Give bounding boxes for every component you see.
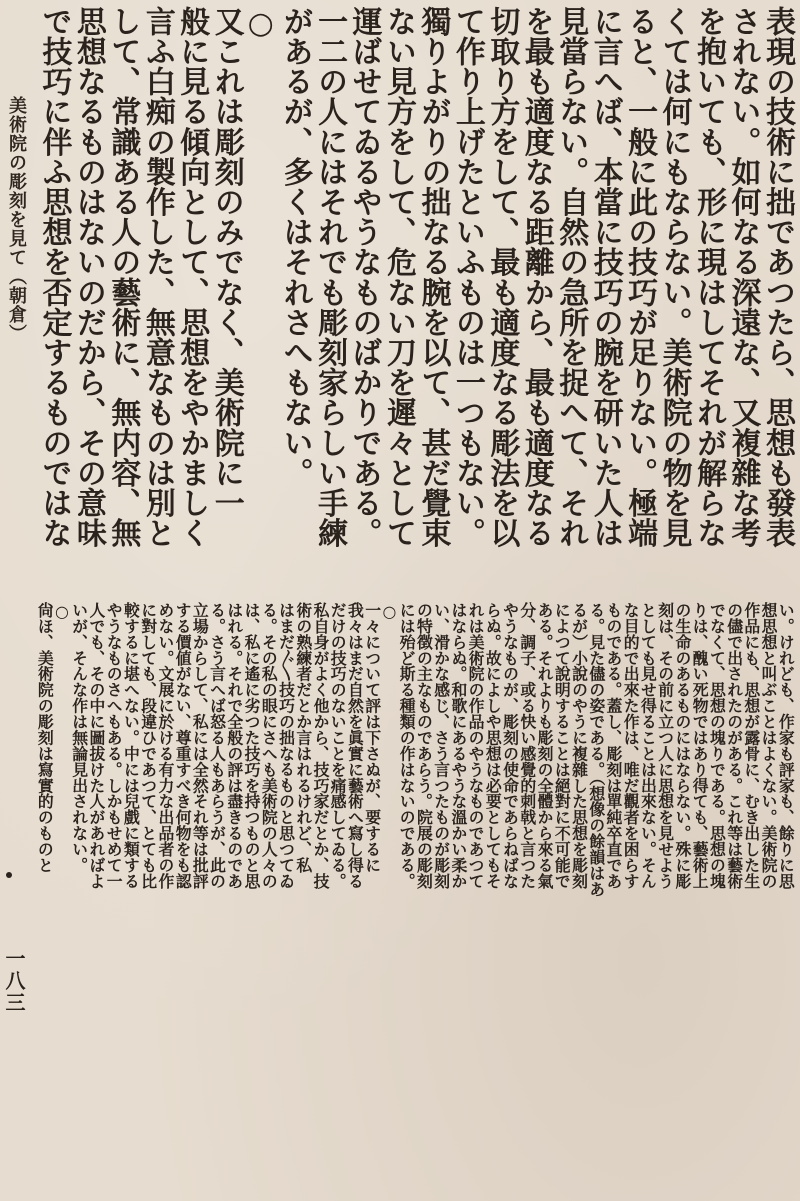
- running-header: 美術院の彫刻を見て（朝倉）: [6, 96, 27, 343]
- text-line: 作品にも、思想が露骨に、むき出した生: [741, 602, 761, 889]
- text-line: する價値がない、尊重すべき何物をも認: [173, 602, 193, 889]
- text-line: ない見方をして、危ない刀を遲々として: [380, 6, 416, 548]
- text-line: に對しても、段違ひであつて、とても比: [138, 602, 158, 889]
- text-line: て作り上げたといふものは一つもない。: [449, 6, 485, 548]
- text-line: 尙ほ、美術院の彫刻は寫實的のものと: [35, 602, 55, 873]
- text-line: くては何にもならない。美術院の物を見: [656, 6, 692, 548]
- text-line: 般に見る傾向として、思想をやかましく: [174, 6, 210, 548]
- text-line: で技巧に伴ふ思想を否定するものではな: [36, 6, 72, 548]
- text-line: でなくて、思想の塊りである。思想の塊: [707, 602, 727, 889]
- text-line: 運ばせてゐるやうなものばかりである。: [346, 6, 382, 548]
- text-line: 言ふ白痴の製作した、無意なものは別と: [139, 6, 175, 548]
- text-line: やうなものが、彫刻の使命であらねばな: [500, 602, 520, 889]
- page-number: 一八三: [2, 948, 26, 1014]
- text-line: を最も適度なる距離から、最も適度なる: [518, 6, 554, 548]
- text-line: る。さう言へば怒る人もあらうが、此の: [207, 602, 227, 889]
- section-circle: ○: [52, 602, 72, 622]
- text-line: る。その私の眼にさへも美術院の人々の: [259, 602, 279, 889]
- text-line: やうなものさへもある。しかもせめて一: [104, 602, 124, 889]
- text-line: によつて說明することは絕對に不可能で: [552, 602, 572, 889]
- text-line: の儘で出されたのがある。これ等は藝術: [724, 602, 744, 889]
- text-line: な目的で出來た作は、唯だ觀者を困らす: [621, 602, 641, 889]
- section-circle: ○: [379, 602, 399, 622]
- text-line: は、私に遙に劣つた技巧を持つものと思: [242, 602, 262, 889]
- text-line: 私自身がよく他から、技巧家だとか、技: [310, 602, 330, 889]
- text-line: 想思想と叫ぶことはよくない。美術院の: [759, 602, 779, 889]
- text-line: いが、そんな作は無論見出されない。: [69, 602, 89, 873]
- text-line: の生命のあるものにはならない。殊に彫: [672, 602, 692, 889]
- text-line: はまだ〴〵技巧の拙なるものと思つてゐ: [276, 602, 296, 889]
- text-line: 又これは彫刻のみでなく、美術院に一: [208, 6, 244, 518]
- text-line: 思想なるものはないのだから、その意味: [70, 6, 106, 548]
- text-line: を抱いても、形に現はしてそれが解らな: [691, 6, 727, 548]
- text-line: だけの技巧のないことを痛感してゐる。: [328, 602, 348, 889]
- text-line: 獨りよがりの拙なる腕を以て、甚だ覺束: [415, 6, 451, 548]
- text-line: 一二の人にはそれでも彫刻家らしい手練: [312, 6, 348, 548]
- text-line: には殆ど斯る種類の作はないのである。: [397, 602, 417, 889]
- text-line: 較するに堪へない。中には兒戲に類する: [121, 602, 141, 889]
- text-line: 刻は、その前に立つ人に思想を見せよう: [655, 602, 675, 889]
- text-line: ものである。蓋し、彫刻は單純卒直であ: [603, 602, 623, 889]
- text-line: はれる。それで全般の評は盡きるのであ: [224, 602, 244, 889]
- text-line: して、常識ある人の藝術に、無内容、無: [105, 6, 141, 548]
- text-line: りは、醜い死物ではあり得ても、藝術上: [690, 602, 710, 889]
- text-line: るが）小說のやうに複雜した思想を彫刻: [569, 602, 589, 889]
- text-line: る。見た儘の姿である。（想像の餘韻はあ: [586, 602, 606, 897]
- text-line: があるが、多くはそれさへもない。: [277, 6, 313, 488]
- text-line: い。けれども、作家も評家も、餘りに思: [776, 602, 796, 889]
- text-line: い、滑かな感じ、さう言つたものが彫刻: [431, 602, 451, 889]
- upper-text-block: [36, 6, 794, 596]
- section-circle: ○: [243, 6, 279, 42]
- text-line: 分、調子、或る快い感覺的刺戟と言つた: [517, 602, 537, 889]
- text-line: 人でも、その中に圖拔けた人があればよ: [86, 602, 106, 889]
- text-line: されない。如何なる深遠な、又複雜な考: [725, 6, 761, 548]
- text-line: はならぬ。和歌にあるやうな溫かい柔か: [448, 602, 468, 889]
- text-line: れは美術院の作品のやうなものであつて: [466, 602, 486, 889]
- lower-text-block: [36, 602, 794, 1192]
- text-line: 表現の技術に拙であつたら、思想も發表: [759, 6, 795, 548]
- text-line: 我々はまだ自然を眞實に藝術へ寫し得る: [345, 602, 365, 889]
- text-line: 見當らない。自然の急所を捉へて、それ: [553, 6, 589, 548]
- margin-dot: [6, 872, 12, 878]
- text-line: ある。それよりも彫刻の全體から來る氣: [535, 602, 555, 889]
- text-line: としても見せ得ることは出來ない。そん: [638, 602, 658, 889]
- text-line: 術の熟練者だとか言はれるけれど、私: [293, 602, 313, 873]
- text-line: めない。文展に於ける有力な出品者の作: [155, 602, 175, 889]
- text-line: らぬ。故によしや思想は必要としてもそ: [483, 602, 503, 889]
- text-line: に言へば、本當に技巧の腕を研いた人は: [587, 6, 623, 548]
- text-line: 切取り方をして、最も適度なる彫法を以: [484, 6, 520, 548]
- text-line: の特徴の主なものであらう。院展の彫刻: [414, 602, 434, 889]
- text-line: ると、一般に此の技巧が足りない。極端: [622, 6, 658, 548]
- text-line: 一々について評は下さぬが、要するに: [362, 602, 382, 873]
- text-line: 立場からして、私には全然それ等は批評: [190, 602, 210, 889]
